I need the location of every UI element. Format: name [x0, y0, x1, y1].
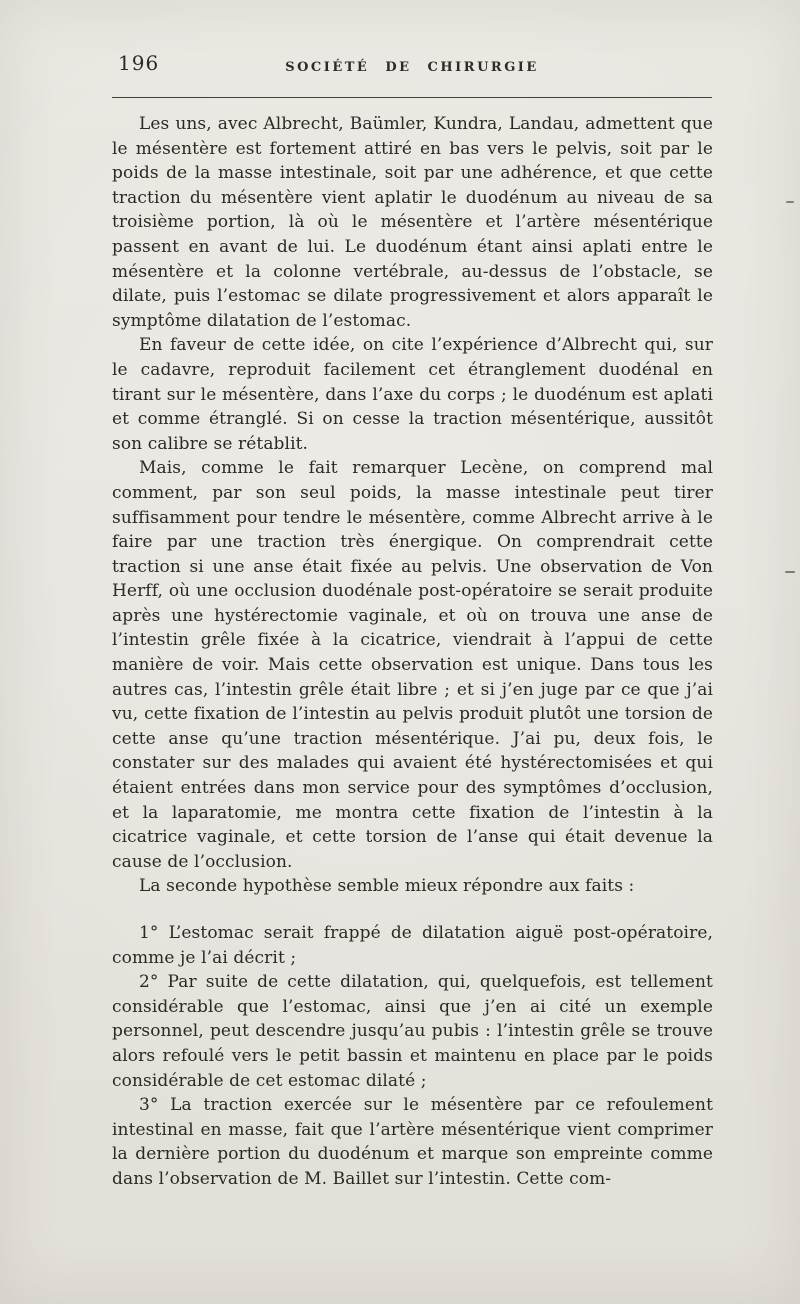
- numbered-paragraph-2: 2° Par suite de cette dilatation, qui, quelquefois, est tellement considérable que l’estomac, ainsi que j’en ai cité un exemple personnel, peut descendre jusqu’au pubis : l’intestin grêle se trouve alors refoulé vers le petit bassin et maintenu en place par le poids considérable de cet estomac dilaté ;: [112, 972, 713, 1091]
- page-body: [112, 112, 713, 1192]
- paragraph: Mais, comme le fait remarquer Lecène, on comprend mal comment, par son seul poids, la masse intestinale peut tirer suffisamment pour tendre le mésentère, comme Albrecht arrive à le faire par une traction très énergique. On comprendrait cette traction si une anse était fixée au pelvis. Une observation de Von Herff, où une occlusion duodénale post-opératoire se serait produite après une hystérectomie vaginale, et où on trouva une anse de l’intestin grêle fixée à la cicatrice, viendrait à l’appui de cette manière de voir. Mais cette observation est unique. Dans tous les autres cas, l’intestin grêle était libre ; et si j’en juge par ce que j’ai vu, cette fixation de l’intestin au pelvis produit plutôt une torsion de cette anse qu’une traction mésentérique. J’ai pu, deux fois, le constater sur des malades qui avaient été hystérectomisées et qui étaient entrées dans mon service pour des symptômes d’occlusion, et la laparatomie, me montra cette fixation de l’intestin à la cicatrice vaginale, et cette torsion de l’anse qui était devenue la cause de l’occlusion.: [112, 458, 713, 872]
- numbered-paragraph-1: 1° L’estomac serait frappé de dilatation aiguë post-opératoire, comme je l’ai décrit ;: [112, 923, 713, 968]
- header-rule: [112, 97, 712, 98]
- scan-artifact-mark: [785, 571, 795, 573]
- running-title: SOCIÉTÉ DE CHIRURGIE: [285, 60, 539, 75]
- paragraph: En faveur de cette idée, on cite l’expérience d’Albrecht qui, sur le cadavre, reproduit facilement cet étranglement duodénal en tirant sur le mésentère, dans l’axe du corps ; le duodénum est aplati et comme étranglé. Si on cesse la traction mésentérique, aussitôt son calibre se rétablit.: [112, 335, 713, 454]
- numbered-paragraph-3: 3° La traction exercée sur le mésentère par ce refoulement intestinal en masse, fait que l’artère mésentérique vient comprimer la dernière portion du duodénum et marque son empreinte comme dans l’observation de M. Baillet sur l’intestin. Cette com-: [112, 1095, 713, 1189]
- page-number: 196: [118, 51, 160, 75]
- scan-artifact-mark: [786, 201, 794, 203]
- paragraph: La seconde hypothèse semble mieux répondre aux faits :: [139, 876, 635, 897]
- paragraph: Les uns, avec Albrecht, Baümler, Kundra, Landau, admettent que le mésentère est fortement attiré en bas vers le pelvis, soit par le poids de la masse intestinale, soit par une adhérence, et que cette traction du mésentère vient aplatir le duodénum au niveau de sa troisième portion, là où le mésentère et l’artère mésentérique passent en avant de lui. Le duodénum étant ainsi aplati entre le mésentère et la colonne vertébrale, au-dessus de l’obstacle, se dilate, puis l’estomac se dilate progressivement et alors apparaît le symptôme dilatation de l’estomac.: [112, 114, 713, 331]
